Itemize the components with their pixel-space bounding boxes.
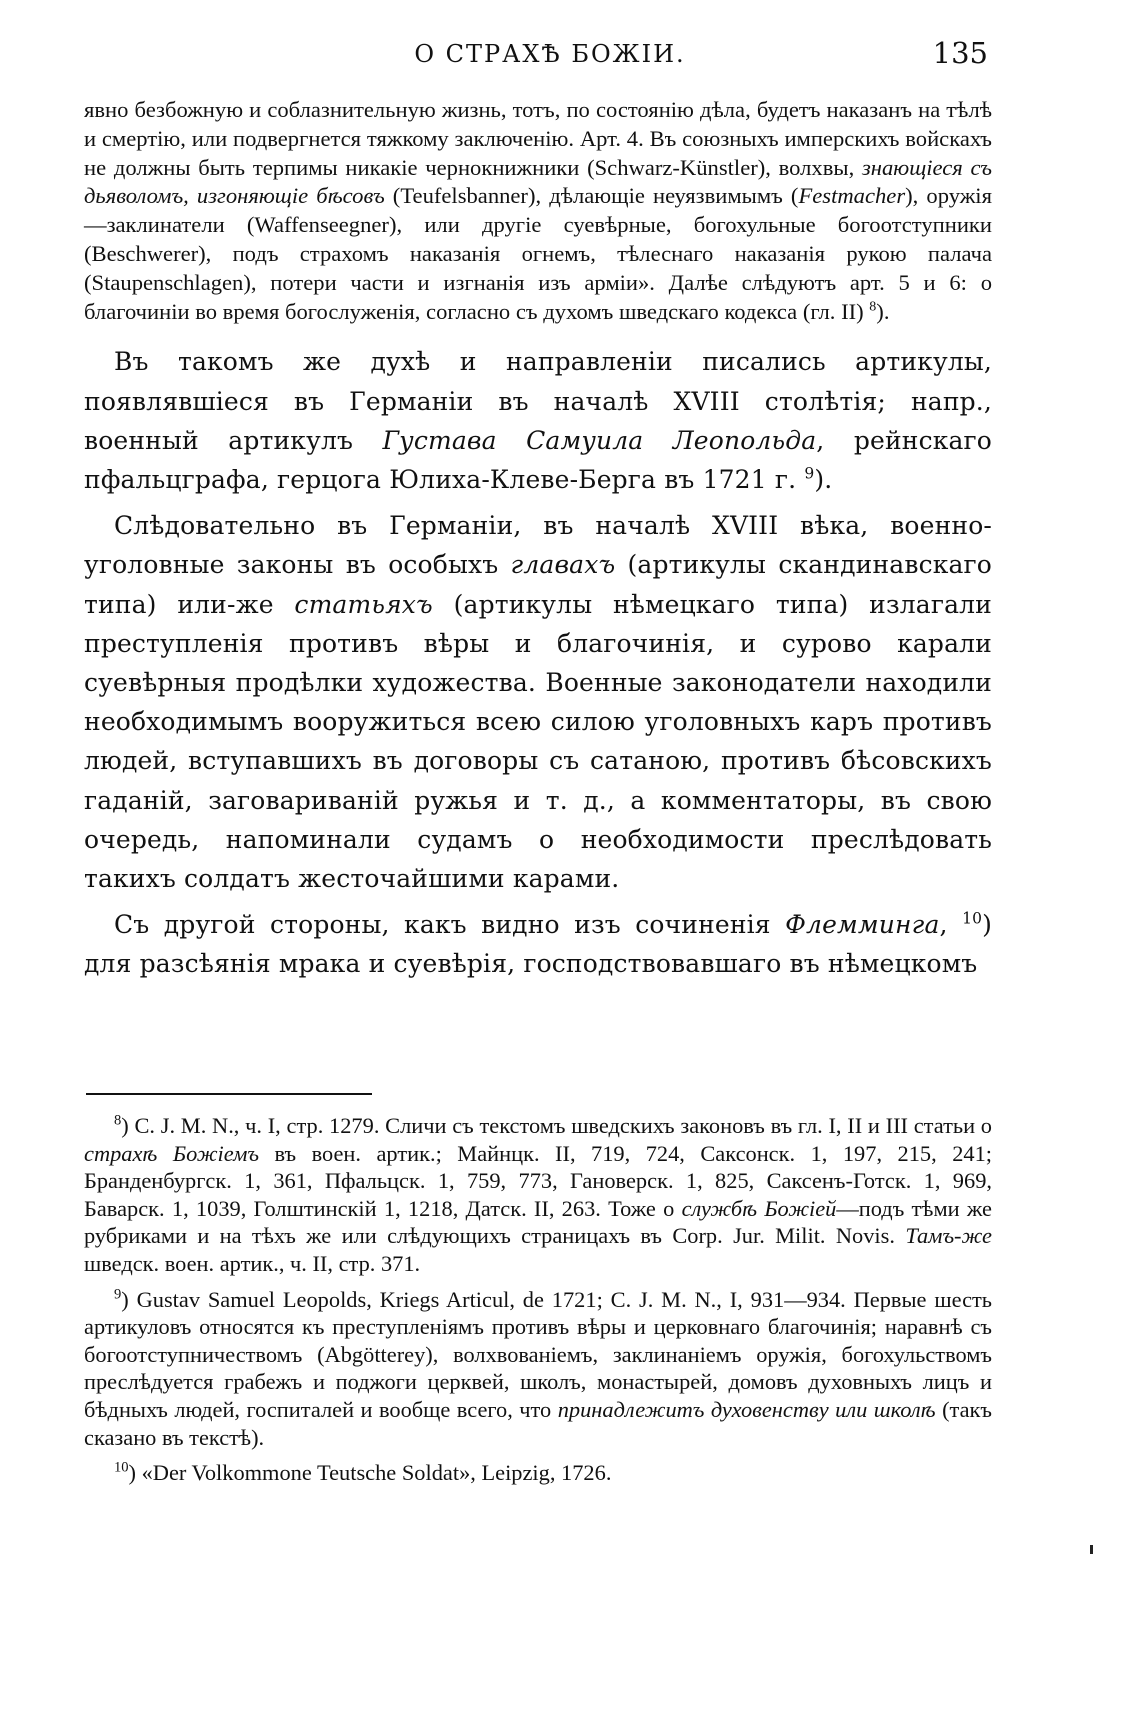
- footnote-10: [84, 1459, 992, 1487]
- paragraph-4: [84, 905, 992, 983]
- text-run: Съ другой стороны, какъ видно изъ сочиненія: [114, 910, 786, 940]
- italic-run: службѣ Божіей: [681, 1195, 837, 1221]
- text-run: въ воен. артик.; Майнцк. II, 719, 724, Саксонск. 1, 197, 215, 241; Бранденбургск. 1, 361, Пфальцск. 1, 759, 773, Гановерск. 1, 825, Саксенъ-Готск. 1, 969, Баварск. 1, 1039, Голштинскій 1, 1218, Датск. II, 263. Тоже о: [84, 1140, 993, 1221]
- italic-run: Тамъ-же: [905, 1223, 992, 1249]
- italic-run: главахъ: [510, 550, 616, 580]
- italic-run: принадлежитъ духовенству или школѣ: [557, 1396, 936, 1422]
- footnote-reference-10[interactable]: 10: [962, 909, 983, 928]
- page-number: 135: [932, 36, 988, 70]
- footnote-number: 9: [114, 1286, 122, 1303]
- paragraph-3: [84, 506, 992, 898]
- text-run: ).: [814, 464, 833, 494]
- italic-run: страхѣ Божіемъ: [84, 1140, 260, 1166]
- text-run: Слѣдовательно въ Германіи, въ началѣ XVIII вѣка, военно-уголовные законы въ особыхъ: [84, 511, 992, 580]
- margin-ink-mark: [1090, 1545, 1093, 1554]
- footnote-reference-8[interactable]: 8: [869, 299, 877, 315]
- footnotes: [84, 1112, 992, 1495]
- text-run: ).: [876, 298, 890, 324]
- paragraph-quoted-article: [84, 96, 992, 326]
- main-text: [84, 96, 992, 991]
- running-title: О СТРАХѢ БОЖІИ.: [414, 40, 686, 68]
- page-header: [90, 36, 1010, 80]
- italic-run: Густава Самуила Леопольда: [382, 425, 817, 455]
- footnote-divider: [86, 1093, 372, 1095]
- text-run: ) «Der Volkommone Teutsche Soldat», Leipzig, 1726.: [128, 1460, 612, 1486]
- text-run: ) для разсѣянія мрака и суевѣрія, господствовавшаго въ нѣмецкомъ: [84, 910, 992, 979]
- text-run: ) Gustav Samuel Leopolds, Kriegs Articul, de 1721; C. J. M. N., I, 931—934. Первые шесть артикуловъ относятся къ преступленіямъ противъ вѣры и церковнаго благочинія; наравнѣ съ богоотступничествомъ (Abgötterey), волхвованіемъ, заклинаніемъ оружія, богохульствомъ преслѣдуется грабежъ и поджоги церквей, школъ, монастырей, домовъ духовныхъ лицъ и бѣдныхъ людей, госпиталей и вообще всего, что: [84, 1286, 992, 1422]
- text-run: ) C. J. M. N., ч. I, стр. 1279. Сличи съ текстомъ шведскихъ законовъ въ гл. I, II и III статьи о: [121, 1113, 992, 1138]
- italic-run: Флемминга: [785, 910, 940, 940]
- italic-run: статьяхъ: [294, 589, 433, 619]
- italic-run: знающіеся съ дьяволомъ, изгоняющіе бѣсовъ: [84, 154, 993, 209]
- paragraph-2: [84, 342, 992, 499]
- text-run: , рейнскаго пфальцграфа, герцога Юлиха-Клеве-Берга въ 1721 г.: [84, 425, 992, 494]
- text-run: (Teufelsbanner), дѣлающіе неуязвимымъ (: [384, 183, 799, 209]
- footnote-reference-9[interactable]: 9: [804, 464, 815, 483]
- text-run: явно безбожную и соблазнительную жизнь, тотъ, по состоянію дѣла, будетъ наказанъ на тѣлѣ и смертію, или подвергнется тяжкому заключенію. Арт. 4. Въ союзныхъ имперскихъ войскахъ не должны быть терпимы никакіе чернокнижники (Schwarz-Künstler), волхвы,: [84, 97, 992, 180]
- text-run: ,: [939, 910, 963, 940]
- italic-run: Festmacher: [798, 183, 906, 209]
- text-run: шведск. воен. артик., ч. II, стр. 371.: [84, 1250, 421, 1276]
- footnote-8: [84, 1112, 992, 1278]
- footnote-9: [84, 1286, 992, 1452]
- text-run: (такъ сказано въ текстѣ).: [84, 1396, 992, 1450]
- footnote-number: 8: [114, 1112, 122, 1129]
- text-run: Въ такомъ же духѣ и направленіи писались артикулы, появлявшіеся въ Германіи въ началѣ XVIII столѣтія; напр., военный артикулъ: [84, 347, 992, 455]
- text-run: (артикулы нѣмецкаго типа) излагали преступленія противъ вѣры и благочинія, и сурово карали суевѣрныя продѣлки художества. Военные законодатели находили необходимымъ вооружиться всею силою уголовныхъ каръ противъ людей, вступавшихъ въ договоры съ сатаною, противъ бѣсовскихъ гаданій, заговариваній ружья и т. д., а комментаторы, въ свою очередь, напоминали судамъ о необходимости преслѣдовать такихъ солдатъ жесточайшими карами.: [84, 589, 992, 894]
- text-run: —подъ тѣми же рубриками и на тѣхъ же или слѣдующихъ страницахъ въ Corp. Jur. Milit. Novis.: [84, 1195, 992, 1249]
- footnote-number: 10: [114, 1459, 129, 1476]
- text-run: ), оружія—заклинатели (Waffenseegner), или другіе суевѣрные, богохульные богоотступники (Beschwerer), подъ страхомъ наказанія огнемъ, тѣлеснаго наказанія рукою палача (Staupenschlagen), потери части и изгнанія изъ арміи». Далѣе слѣдуютъ арт. 5 и 6: о благочиніи во время богослуженія, согласно съ духомъ шведскаго кодекса (гл. II): [84, 183, 992, 324]
- text-run: (артикулы скандинавскаго типа) или-же: [84, 550, 992, 619]
